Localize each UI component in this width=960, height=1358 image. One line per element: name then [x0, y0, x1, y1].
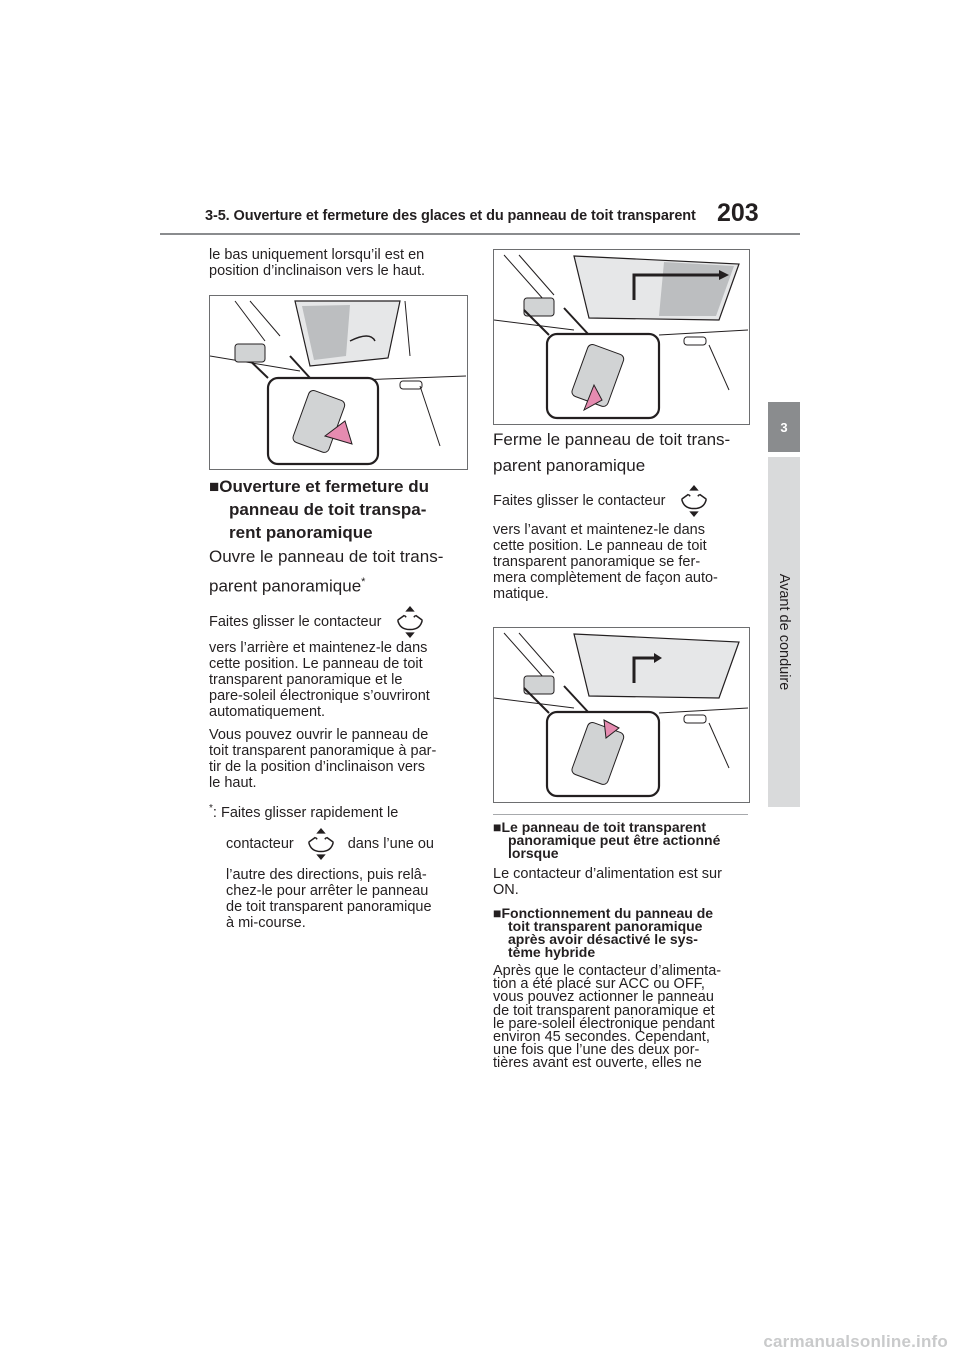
figure-tilt-up [493, 627, 750, 803]
close-instruction: Faites glisser le contacteur vers l’avant et maintenez-le dans cette position. Le panneau de toit transparent panoramique se fer- mera complètement de façon auto- matique. [493, 484, 753, 602]
open-instruction: Faites glisser le contacteur vers l’arrière et maintenez-le dans cette position. Le panneau de toit transparent panoramique et le pare-soleil électronique s’ouvriront automatiquement. Vous pouvez ouvrir le panneau de toit transparent panoramique à par- tir de la position d’inclinaison vers le haut. *: Faites glisser rapidement le contacteur dans l’une ou l’autre des directions, puis relâ- chez-le pour arrêter le panneau de toit transparent panoramique à mi-course. [209, 606, 469, 931]
slide-switch-icon [393, 605, 427, 639]
note-body: Le contacteur d’alimentation est sur ON. [493, 866, 722, 898]
chapter-label: Avant de conduire [776, 573, 792, 691]
notes [493, 821, 755, 1071]
note-heading: ■Fonctionnement du panneau de toit transparent panoramique après avoir désactivé le sys- tème hybride [493, 905, 714, 960]
header-rule [160, 233, 800, 235]
chapter-number: 3 [780, 419, 788, 435]
open-subheading: Ouvre le panneau de toit trans- parent panoramique* [209, 547, 444, 596]
close-subheading: Ferme le panneau de toit trans- parent panoramique [493, 430, 731, 475]
notes-separator [493, 814, 748, 815]
slide-switch-icon [304, 827, 338, 861]
figure-close [493, 249, 750, 425]
tilt-up-illustration [494, 628, 749, 802]
slide-switch-icon [677, 484, 711, 518]
section-title: 3-5. Ouverture et fermeture des glaces et du panneau de toit transparent [205, 208, 696, 224]
close-illustration [494, 250, 749, 424]
chapter-tab [768, 402, 800, 452]
note-body: Après que le contacteur d’alimenta- tion a été placé sur ACC ou OFF, vous pouvez actionner le panneau de toit transparent panoramique et le pare-soleil électronique pendant environ 45 secondes. Cependant, une fois que l’une des deux por- tières avant est ouverte, elles ne [493, 963, 722, 1072]
figure-tilt-down [209, 295, 468, 470]
note-heading: ■Le panneau de toit transparent panoramique peut être actionné lorsque [493, 819, 721, 861]
intro-text: le bas uniquement lorsqu’il est en position d’inclinaison vers le haut. [209, 247, 426, 279]
section-heading: ■Ouverture et fermeture du panneau de toit transpa- rent panoramique [209, 477, 430, 542]
watermark: carmanualsonline.info [763, 1332, 948, 1351]
page-number: 203 [717, 199, 759, 227]
tilt-down-illustration [210, 296, 467, 469]
